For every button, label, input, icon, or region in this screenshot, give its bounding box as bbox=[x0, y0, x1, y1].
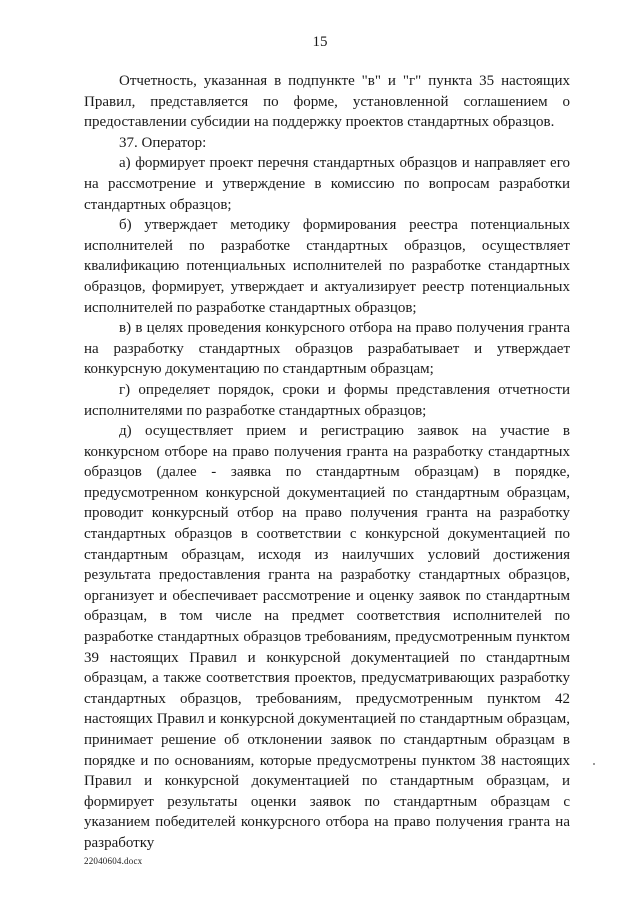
paragraph-item-a: а) формирует проект перечня стандартных образцов и направляет его на рассмотрение и утверждение в комиссию по вопросам разработки стандартных образцов; bbox=[84, 155, 570, 213]
paragraph-item-g: г) определяет порядок, сроки и формы представления отчетности исполнителями по разработке стандартных образцов; bbox=[84, 381, 570, 419]
paragraph-item-d: д) осуществляет прием и регистрацию заявок на участие в конкурсном отборе на право получения гранта на разработку стандартных образцов (далее - заявка по стандартным образцам) в порядке, предусмотренном конкурсной документацией по стандартным образцам, проводит конкурсный отбор на право получения гранта на разработку стандартных образцов в соответствии с конкурсной документацией по стандартным образцам, исходя из наилучших условий достижения результата предоставления гранта на разработку стандартных образцов, организует и обеспечивает рассмотрение и оценку заявок по стандартным образцам, в том числе на предмет соответствия исполнителей по разработке стандартных образцов требованиям, предусмотренным пунктом 39 настоящих Правил и конкурсной документацией по стандартным образцам, а также соответствия проектов, предусматривающих разработку стандартных образцов, требованиям, предусмотренным пунктом 42 настоящих Правил и конкурсной документацией по стандартным образцам, принимает решение об отклонении заявок по стандартным образцам в порядке и по основаниям, которые предусмотрены пунктом 38 настоящих Правил и конкурсной документацией по стандартным образцам, и формирует результаты оценки заявок по стандартным образцам с указанием победителей конкурсного отбора на право получения гранта на разработку bbox=[84, 423, 570, 851]
paragraph-item-v: в) в целях проведения конкурсного отбора на право получения гранта на разработку стандартных образцов разрабатывает и утверждает конкурсную документацию по стандартным образцам; bbox=[84, 320, 570, 378]
paragraph-reporting-form: Отчетность, указанная в подпункте "в" и "г" пункта 35 настоящих Правил, представляется по форме, установленной соглашением о предоставлении субсидии на поддержку проектов стандартных образцов. bbox=[84, 73, 570, 131]
document-body bbox=[84, 71, 570, 854]
margin-mark bbox=[593, 763, 595, 765]
file-name-footer: 22040604.docx bbox=[84, 856, 143, 866]
page-number: 15 bbox=[312, 34, 328, 50]
paragraph-item-37-heading: 37. Оператор: bbox=[119, 134, 207, 151]
paragraph-item-b: б) утверждает методику формирования реестра потенциальных исполнителей по разработке стандартных образцов, осуществляет квалификацию потенциальных исполнителей по разработке стандартных образцов, формирует, утверждает и актуализирует реестр потенциальных исполнителей по разработке стандартных образцов; bbox=[84, 217, 570, 316]
